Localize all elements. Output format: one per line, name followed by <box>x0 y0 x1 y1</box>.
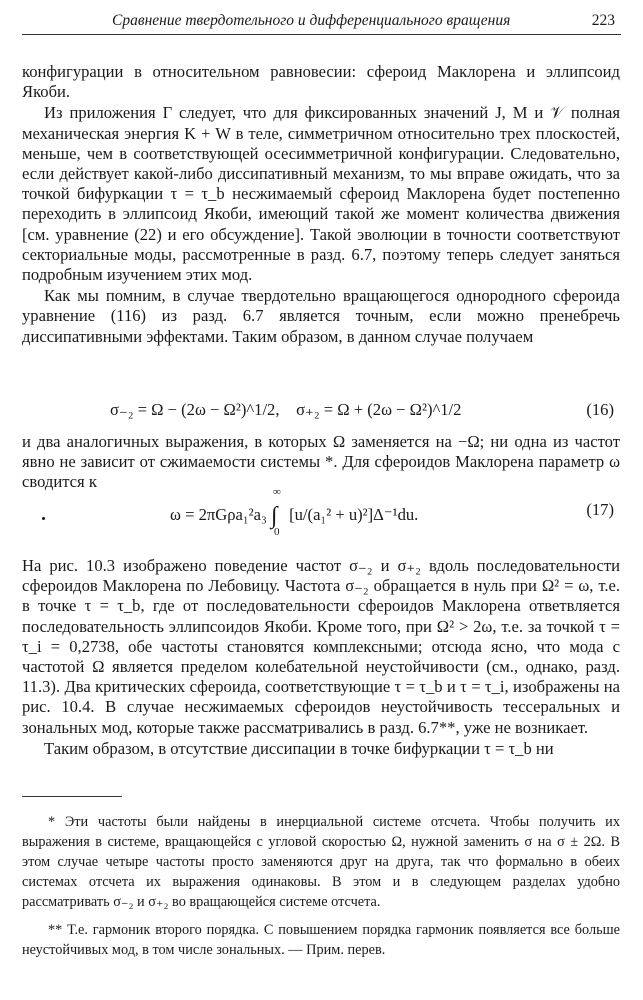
body-block-3 <box>22 556 620 759</box>
footnote: ** Т.е. гармоник второго порядка. С повышением порядка гармоник появляется все больше неустойчивых мод, в том числе зональных. — Прим. перев. <box>22 922 620 958</box>
page-number: 223 <box>591 12 615 29</box>
equation-17-integrand: [u/(a₁² + u)²]Δ⁻¹du. <box>289 505 419 524</box>
footnote-rule <box>22 796 122 797</box>
paragraph: конфигурации в относительном равновесии: сфероид Маклорена и эллипсоид Якоби. <box>22 62 620 102</box>
footnote: * Эти частоты были найдены в инерциальной системе отсчета. Чтобы получить их выражения в системе, вращающейся с угловой скоростью Ω, нужной заменить σ на σ ± 2Ω. В этом случае четыре частоты просто заменяются друг на друга, так что формально в обеих системах отсчета их выражения одинаковы. В этом и в следующем разделах удобно рассматривать σ₋₂ и σ₊₂ во вращающейся системе отсчета. <box>22 814 620 910</box>
equation-number: (16) <box>586 400 614 419</box>
integral-sign: ∞ ∫ 0 <box>270 486 281 538</box>
equation-16-left: σ₋₂ = Ω − (2ω − Ω²)^1/2, <box>110 400 280 419</box>
paragraph: и два аналогичных выражения, в которых Ω заменяется на −Ω; ни одна из частот явно не зависит от сжимаемости системы *. Для сфероидов Маклорена параметр ω сводится к <box>22 432 620 492</box>
equation-16-right: σ₊₂ = Ω + (2ω − Ω²)^1/2 <box>296 400 462 419</box>
upper-limit: ∞ <box>272 486 281 498</box>
paragraph: Из приложения Г следует, что для фиксированных значений J, M и 𝒱 полная механическая энергия K + W в теле, симметричном относительно трех плоскостей, меньше, чем в соответствующей осесимметричной конфигурации. Следовательно, если действует какой-либо диссипативный механизм, то мы вправе ожидать, что за точкой бифуркации τ = τ_b несжимаемый сфероид Маклорена будет постепенно переходить в эллипсоид Якоби, имеющий такой же момент количества движения [см. уравнение (22) и его обсуждение]. Такой эволюции в точности соответствуют секториальные моды, рассмотренные в разд. 6.7, поэтому теперь следует заняться подробным изучением этих мод. <box>22 103 620 285</box>
footnotes <box>22 812 620 960</box>
equation-17-lhs: ω = 2πGρa₁²a₃ <box>170 505 267 524</box>
paragraph: Как мы помним, в случае твердотельно вращающегося однородного сфероида уравнение (116) из разд. 6.7 является точным, если можно пренебречь диссипативными эффектами. Таким образом, в данном случае получаем <box>22 286 620 346</box>
body-block-1 <box>22 62 620 347</box>
lower-limit: 0 <box>273 526 280 538</box>
paragraph: На рис. 10.3 изображено поведение частот σ₋₂ и σ₊₂ вдоль последовательности сфероидов Маклорена по Лебовицу. Частота σ₋₂ обращается в нуль при Ω² = ω, т.е. в точке τ = τ_b, где от последовательности сфероидов Маклорена ответвляется последовательность эллипсоидов Якоби. Кроме того, при Ω² > 2ω, т.е. за точкой τ = τ_i = 0,2738, обе частоты становятся комплексными; отсюда ясно, что мода с частотой Ω является пределом колебательной неустойчивости (см., однако, разд. 11.3). Два критических сфероида, соответствующие τ = τ_b и τ = τ_i, изображены на рис. 10.4. В случае несжимаемых сфероидов неустойчивость тессеральных и зональных мод, которые также рассматривались в разд. 6.7**, уже не возникает. <box>22 556 620 737</box>
running-header <box>22 10 621 35</box>
paragraph: Таким образом, в отсутствие диссипации в точке бифуркации τ = τ_b ни <box>44 738 554 758</box>
body-block-2 <box>22 432 620 493</box>
margin-dot <box>42 517 45 520</box>
equation-number: (17) <box>586 500 614 519</box>
running-title: Сравнение твердотельного и дифференциального вращения <box>112 12 511 29</box>
